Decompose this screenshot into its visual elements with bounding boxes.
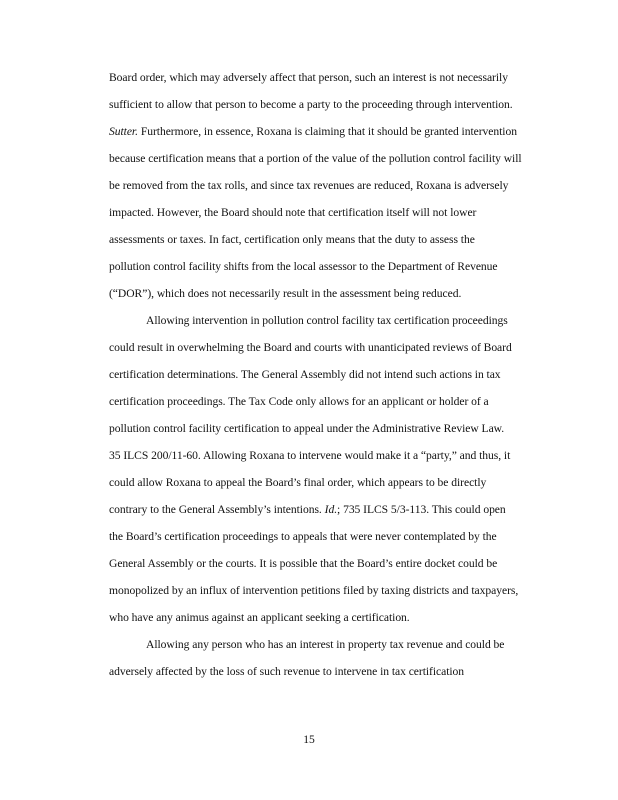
paragraph-2-line-3: certification determinations. The General Assembly did not intend such actions in tax	[109, 368, 501, 381]
paragraph-1-line-4: because certification means that a portion of the value of the pollution control facility will	[109, 152, 522, 165]
paragraph-3-line-2: adversely affected by the loss of such revenue to intervene in tax certification	[109, 665, 465, 678]
paragraph-2-line-12: who have any animus against an applicant seeking a certification.	[109, 611, 410, 624]
paragraph-1-line-2: sufficient to allow that person to become a party to the proceeding through intervention.	[109, 98, 513, 111]
paragraph-3-line-1: Allowing any person who has an interest in property tax revenue and could be	[146, 638, 505, 651]
paragraph-2-line-9: the Board’s certification proceedings to appeals that were never contemplated by the	[109, 530, 497, 543]
paragraph-2-line-4: certification proceedings. The Tax Code only allows for an applicant or holder of a	[109, 395, 489, 408]
paragraph-2-line-10: General Assembly or the courts. It is possible that the Board’s entire docket could be	[109, 557, 498, 570]
paragraph-1-line-6: impacted. However, the Board should note that certification itself will not lower	[109, 206, 477, 219]
paragraph-1-line-3: Sutter. Furthermore, in essence, Roxana is claiming that it should be granted intervention	[109, 125, 517, 138]
paragraph-1-line-5: be removed from the tax rolls, and since tax revenues are reduced, Roxana is adversely	[109, 179, 509, 192]
paragraph-1-line-1: Board order, which may adversely affect that person, such an interest is not necessarily	[109, 71, 508, 84]
paragraph-1-line-8: pollution control facility shifts from the local assessor to the Department of Revenue	[109, 260, 498, 273]
paragraph-2-line-2: could result in overwhelming the Board and courts with unanticipated reviews of Board	[109, 341, 512, 354]
paragraph-1-line-9: (“DOR”), which does not necessarily result in the assessment being reduced.	[109, 287, 462, 300]
paragraph-1-line-7: assessments or taxes. In fact, certification only means that the duty to assess the	[109, 233, 475, 246]
paragraph-2-line-6: 35 ILCS 200/11-60. Allowing Roxana to intervene would make it a “party,” and thus, it	[109, 449, 511, 462]
case-citation: Id.	[324, 503, 338, 516]
page-number: 15	[303, 733, 315, 746]
paragraph-2-line-8: contrary to the General Assembly’s intentions. Id.; 735 ILCS 5/3-113. This could open	[109, 503, 506, 516]
paragraph-2-line-5: pollution control facility certification to appeal under the Administrative Review Law.	[109, 422, 505, 435]
case-citation: Sutter.	[109, 125, 138, 138]
paragraph-2-line-11: monopolized by an influx of intervention petitions filed by taxing districts and taxpayers,	[109, 584, 519, 597]
paragraph-2-line-1: Allowing intervention in pollution control facility tax certification proceedings	[146, 314, 508, 327]
paragraph-2-line-7: could allow Roxana to appeal the Board’s final order, which appears to be directly	[109, 476, 487, 489]
